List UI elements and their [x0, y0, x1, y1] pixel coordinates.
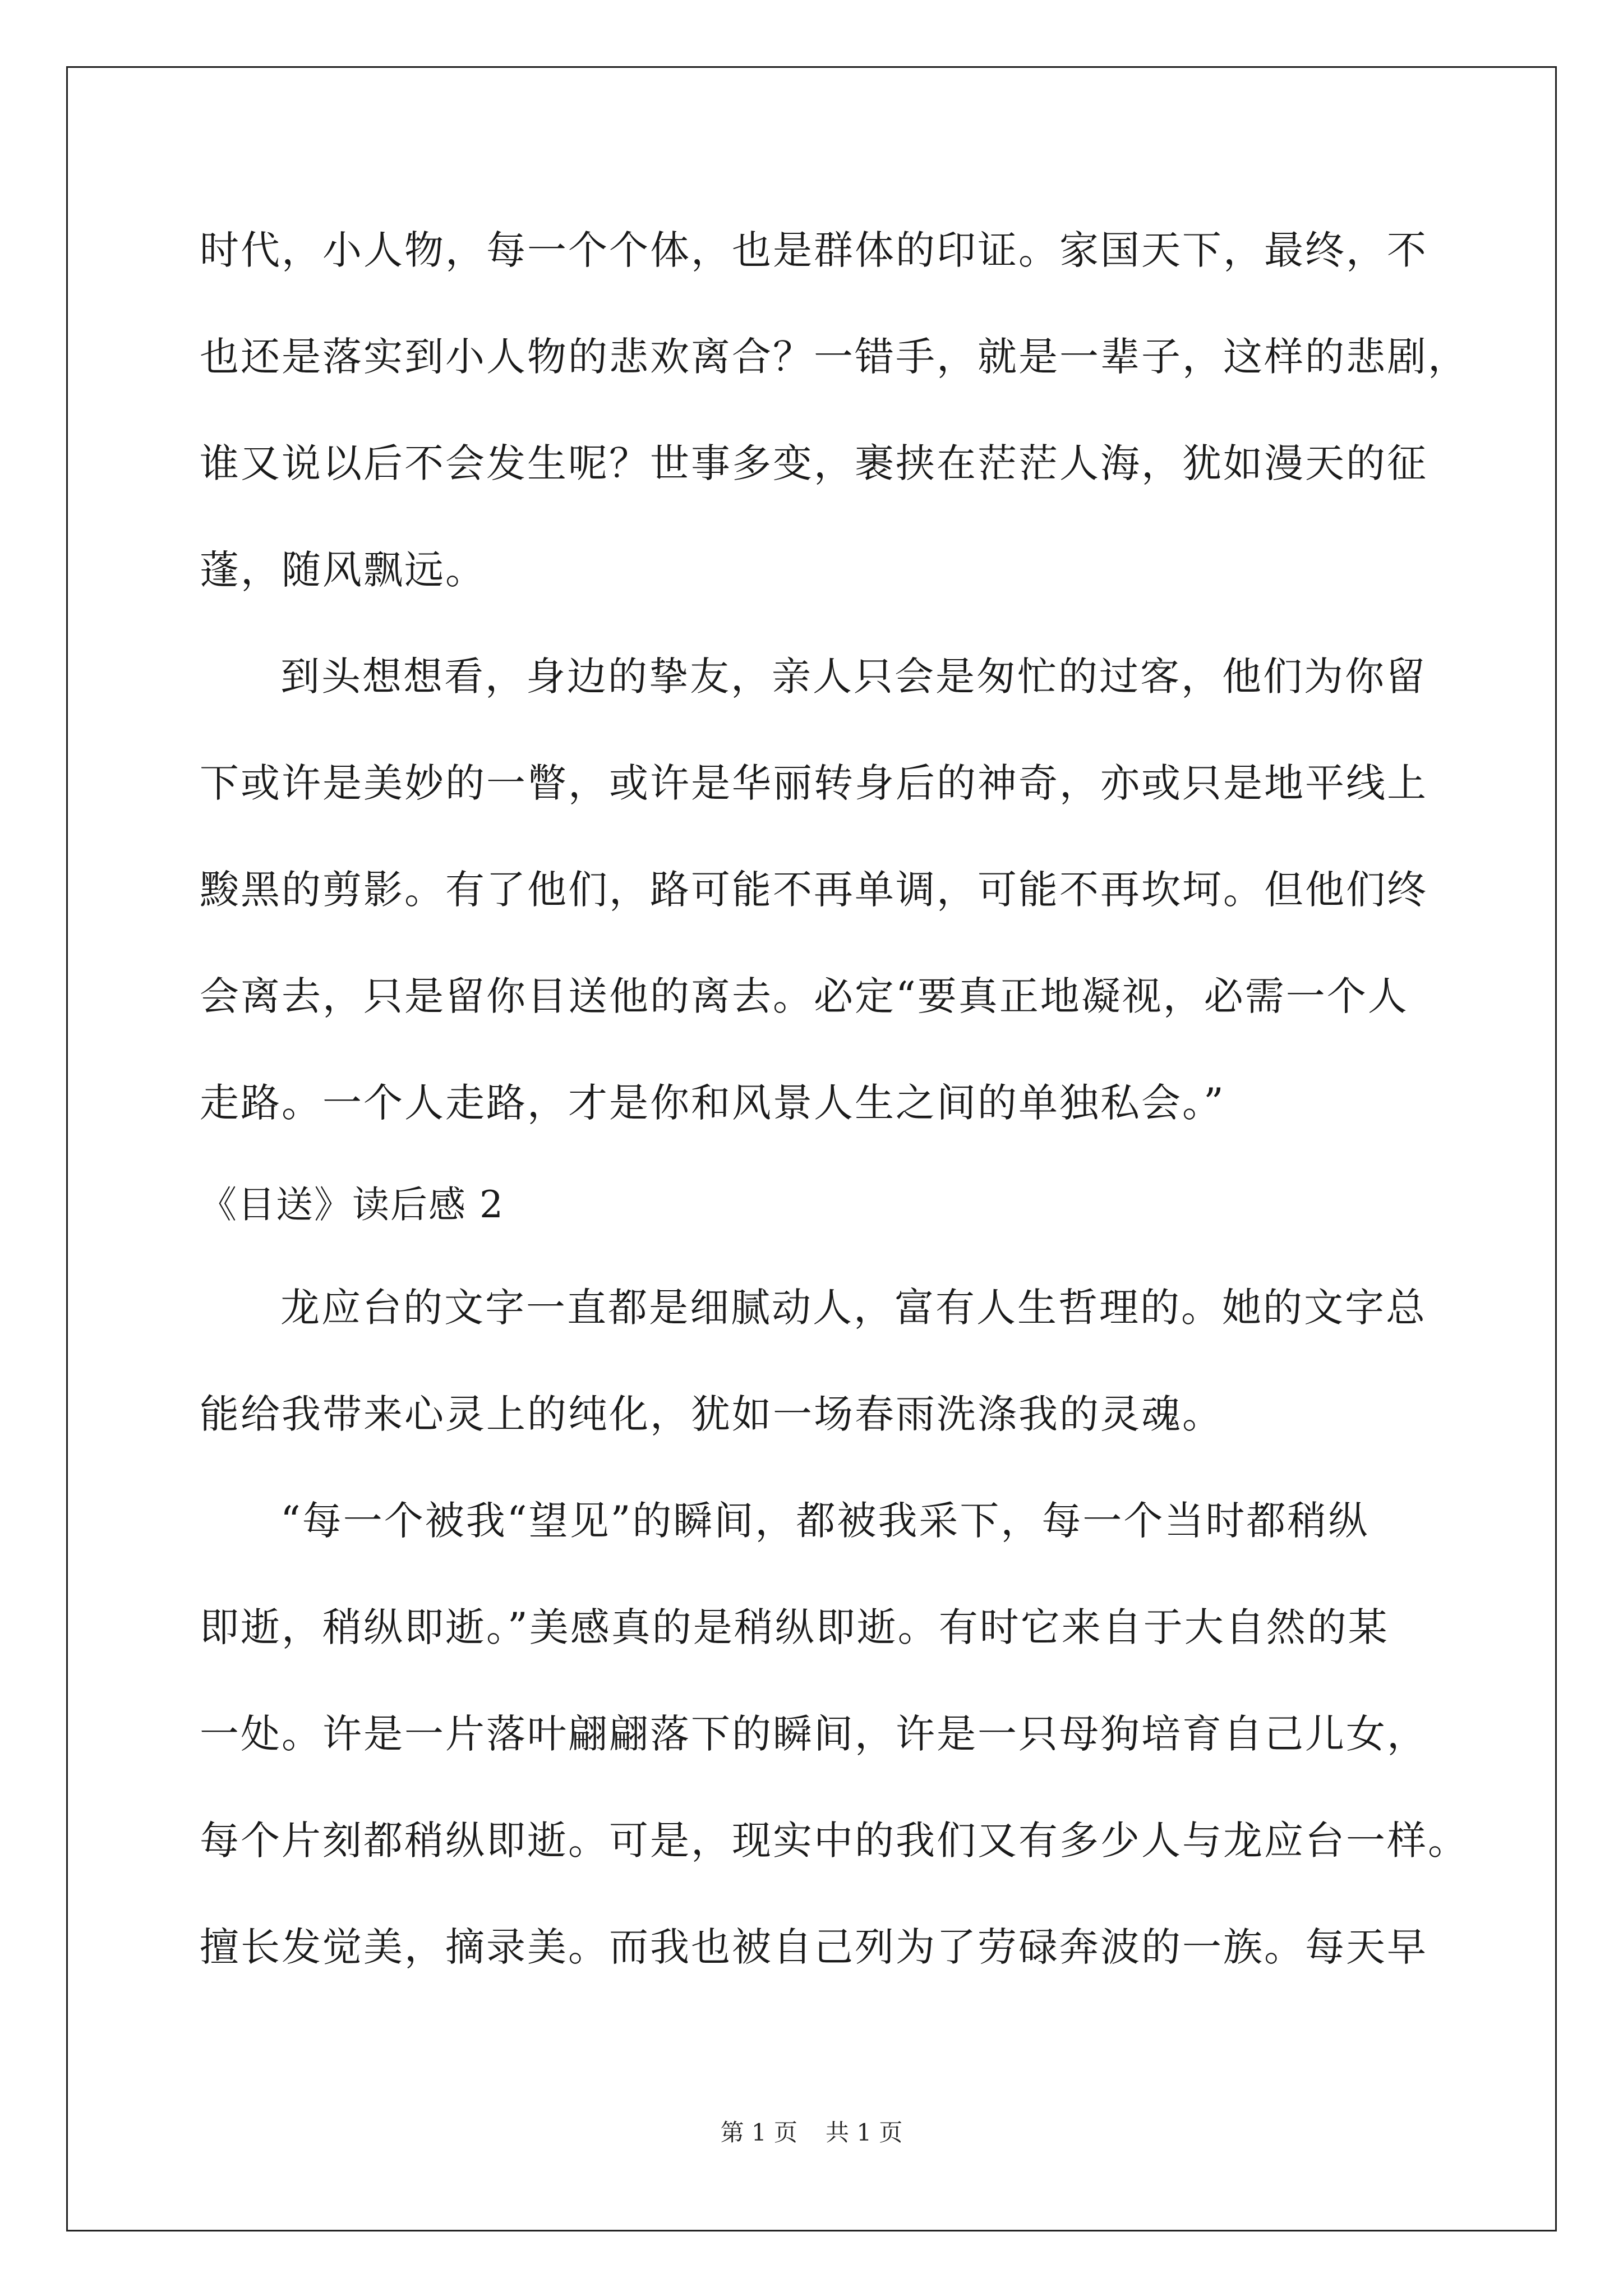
text-line: 下或许是美妙的一瞥，或许是华丽转身后的神奇，亦或只是地平线上: [200, 760, 1428, 806]
section-heading: 《目送》读后感 2: [200, 1183, 504, 1226]
paragraph-start-line: “每一个被我“望见”的瞬间，都被我采下，每一个当时都稍纵: [280, 1498, 1370, 1544]
page-footer: [0, 2116, 1623, 2150]
text-line: 即逝，稍纵即逝。”美感真的是稍纵即逝。有时它来自于大自然的某: [200, 1604, 1389, 1650]
page-number-current: 第 1 页: [720, 2119, 797, 2146]
paragraph-start-line: 到头想想看，身边的挚友，亲人只会是匆忙的过客，他们为你留: [280, 654, 1427, 700]
text-line: 蓬，随风飘远。: [200, 547, 486, 593]
text-line: 一处。许是一片落叶翩翩落下的瞬间，许是一只母狗培育自己儿女，: [200, 1711, 1428, 1757]
text-line: 黢黑的剪影。有了他们，路可能不再单调，可能不再坎坷。但他们终: [200, 867, 1428, 913]
text-line: 时代，小人物，每一个个体，也是群体的印证。家国天下，最终，不: [200, 227, 1428, 273]
page-border: [66, 66, 1557, 2231]
text-line: 也还是落实到小人物的悲欢离合？一错手，就是一辈子，这样的悲剧，: [200, 334, 1469, 380]
page-number-total: 共 1 页: [826, 2119, 903, 2146]
text-line: 每个片刻都稍纵即逝。可是，现实中的我们又有多少人与龙应台一样。: [200, 1818, 1469, 1864]
text-line: 走路。一个人走路，才是你和风景人生之间的单独私会。”: [200, 1080, 1225, 1126]
text-line: 会离去，只是留你目送他的离去。必定“要真正地凝视，必需一个人: [200, 973, 1409, 1019]
text-line: 能给我带来心灵上的纯化，犹如一场春雨洗涤我的灵魂。: [200, 1391, 1223, 1437]
text-line: 擅长发觉美，摘录美。而我也被自己列为了劳碌奔波的一族。每天早: [200, 1924, 1428, 1970]
text-line: 谁又说以后不会发生呢？世事多变，裹挟在茫茫人海，犹如漫天的征: [200, 440, 1428, 486]
paragraph-start-line: 龙应台的文字一直都是细腻动人，富有人生哲理的。她的文字总: [280, 1285, 1427, 1331]
